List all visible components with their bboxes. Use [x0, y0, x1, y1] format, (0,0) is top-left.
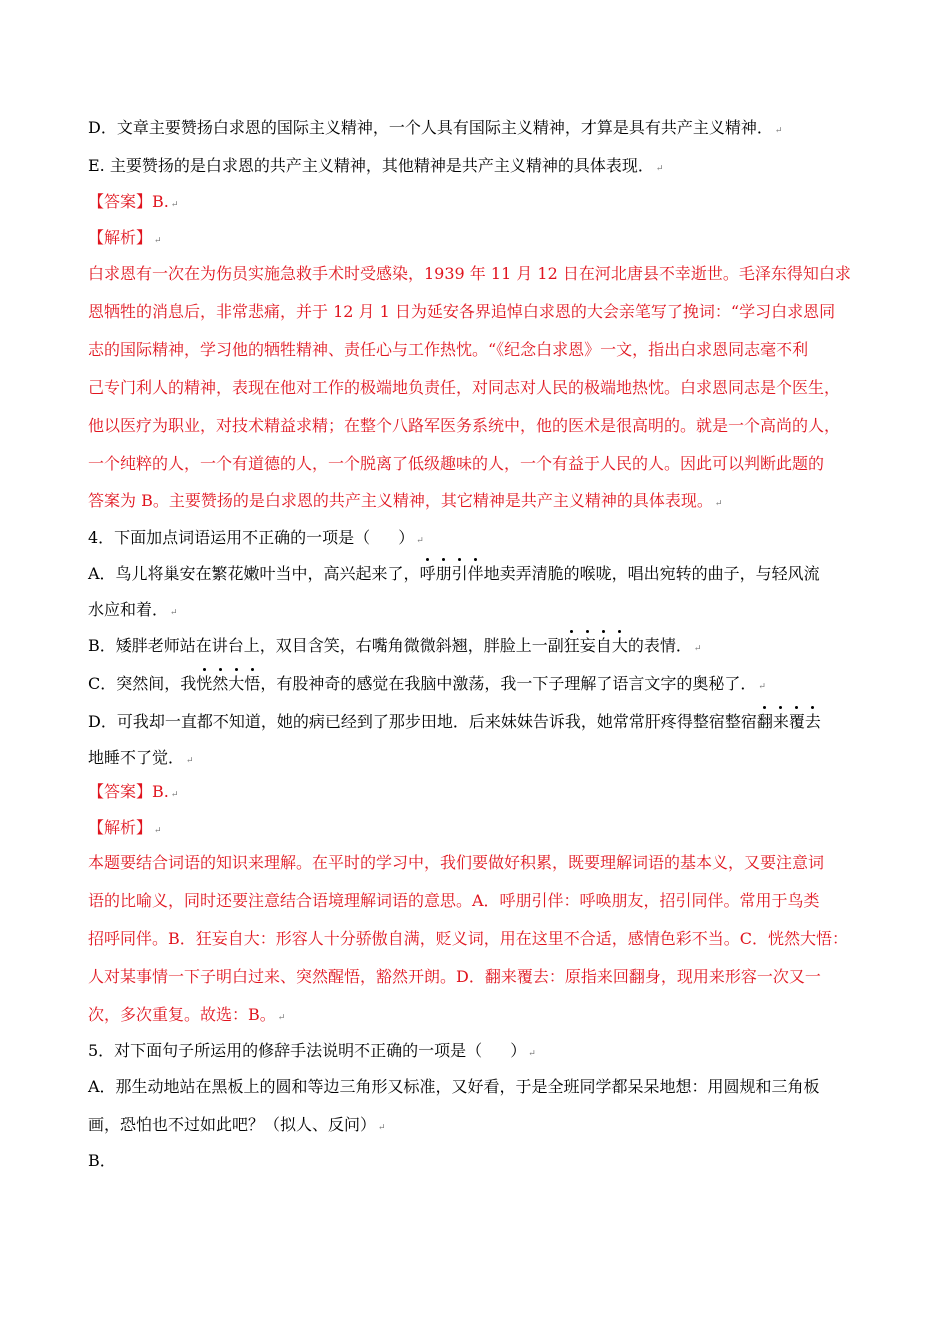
- emphasis-char: 呼: [419, 564, 436, 583]
- emphasis-char: 自: [595, 636, 612, 655]
- option-d-line: D．文章主要赞扬白求恩的国际主义精神，一个人具有国际主义精神，才算是具有共产主义精神． ↵: [88, 118, 783, 137]
- emphasis-char: 来: [772, 712, 789, 731]
- emphasis-char: 朋: [435, 564, 452, 583]
- question-4-option-d-line1: D．可我却一直都不知道，她的病已经到了那步田地．后来妹妹告诉我，她常常肝疼得整宿整宿翻来覆去: [88, 712, 821, 731]
- analysis-text-q4-line3: 招呼同伴。B．狂妄自大：形容人十分骄傲自满，贬义词，用在这里不合适，感情色彩不当。C．恍然大悟：: [88, 929, 849, 948]
- analysis-label-q4: 【解析】 ↵: [88, 818, 162, 837]
- analysis-label-q3: 【解析】 ↵: [88, 228, 162, 247]
- emphasized-word-c: [196, 674, 260, 693]
- analysis-text-q3-line7: 答案为 B。主要赞扬的是白求恩的共产主义精神，其它精神是共产主义精神的具体表现。 ↵: [88, 491, 723, 510]
- analysis-text-q3-line6: 一个纯粹的人，一个有道德的人，一个脱离了低级趣味的人，一个有益于人民的人。因此可以判断此题的: [88, 454, 825, 473]
- analysis-text-q3-line2: 恩牺牲的消息后，非常悲痛，并于 12 月 1 日为延安各界追悼白求恩的大会亲笔写了挽词：“学习白求恩同: [88, 302, 836, 321]
- emphasis-char: 悟: [244, 674, 261, 693]
- emphasized-word-a: [420, 564, 484, 583]
- emphasis-char: 恍: [196, 674, 213, 693]
- emphasized-word-b: [564, 636, 628, 655]
- emphasis-char: 伴: [467, 564, 484, 583]
- question-4-option-b: B．矮胖老师站在讲台上，双目含笑，右嘴角微微斜翘，胖脸上一副狂妄自大的表情． ↵: [88, 636, 702, 655]
- question-4-option-c: C．突然间，我恍然大悟，有股神奇的感觉在我脑中激荡，我一下子理解了语言文字的奥秘了． ↵: [88, 674, 766, 693]
- question-4-stem: 4．下面加点词语运用不正确的一项是（ ） ↵: [88, 528, 424, 547]
- emphasis-char: 然: [212, 674, 229, 693]
- analysis-text-q4-line2: 语的比喻义，同时还要注意结合语境理解词语的意思。A．呼朋引伴：呼唤朋友，招引同伴。常用于鸟类: [88, 891, 820, 910]
- emphasis-char: 引: [451, 564, 468, 583]
- answer-label-q3: 【答案】B. ↵: [88, 192, 179, 211]
- question-5-option-a-line1: A．那生动地站在黑板上的圆和等边三角形又标准，又好看，于是全班同学都呆呆地想：用圆规和三角板: [88, 1077, 820, 1096]
- question-5-option-b: B．: [88, 1151, 116, 1170]
- question-5-option-a-line2: 画，恐怕也不过如此吧？（拟人、反问） ↵: [88, 1115, 386, 1134]
- analysis-text-q3-line3: 志的国际精神，学习他的牺牲精神、责任心与工作热忱。“《纪念白求恩》一文，指出白求恩同志毫不利: [88, 340, 809, 359]
- answer-label-q4: 【答案】B. ↵: [88, 782, 179, 801]
- emphasis-char: 妄: [579, 636, 596, 655]
- emphasis-char: 大: [611, 636, 628, 655]
- emphasis-char: 翻: [756, 712, 773, 731]
- question-4-option-d-line2: 地睡不了觉． ↵: [88, 748, 194, 767]
- option-e-line: E. 主要赞扬的是白求恩的共产主义精神，其他精神是共产主义精神的具体表现． ↵: [88, 156, 664, 175]
- analysis-text-q3-line1: 白求恩有一次在为伤员实施急救手术时受感染，1939 年 11 月 12 日在河北唐县不幸逝世。毛泽东得知白求: [88, 264, 851, 283]
- question-4-option-a-line2: 水应和着． ↵: [88, 600, 178, 619]
- analysis-text-q4-line1: 本题要结合词语的知识来理解。在平时的学习中，我们要做好积累，既要理解词语的基本义，又要注意词: [88, 853, 825, 872]
- emphasis-char: 狂: [563, 636, 580, 655]
- question-4-option-a-line1: A．鸟儿将巢安在繁花嫩叶当中，高兴起来了，呼朋引伴地卖弄清脆的喉咙，唱出宛转的曲子，与轻风流: [88, 564, 820, 583]
- question-5-stem: 5．对下面句子所运用的修辞手法说明不正确的一项是（ ） ↵: [88, 1041, 536, 1060]
- emphasized-word-d: [757, 712, 821, 731]
- emphasis-char: 去: [804, 712, 821, 731]
- analysis-text-q4-line5: 次，多次重复。故选：B。 ↵: [88, 1005, 286, 1024]
- emphasis-char: 大: [228, 674, 245, 693]
- emphasis-char: 覆: [788, 712, 805, 731]
- analysis-text-q4-line4: 人对某事情一下子明白过来、突然醒悟，豁然开朗。D．翻来覆去：原指来回翻身，现用来形容一次又一: [88, 967, 821, 986]
- analysis-text-q3-line4: 己专门利人的精神，表现在他对工作的极端地负责任，对同志对人民的极端地热忱。白求恩同志是个医生，: [88, 378, 841, 397]
- analysis-text-q3-line5: 他以医疗为职业，对技术精益求精；在整个八路军医务系统中，他的医术是很高明的。就是一个高尚的人，: [88, 416, 841, 435]
